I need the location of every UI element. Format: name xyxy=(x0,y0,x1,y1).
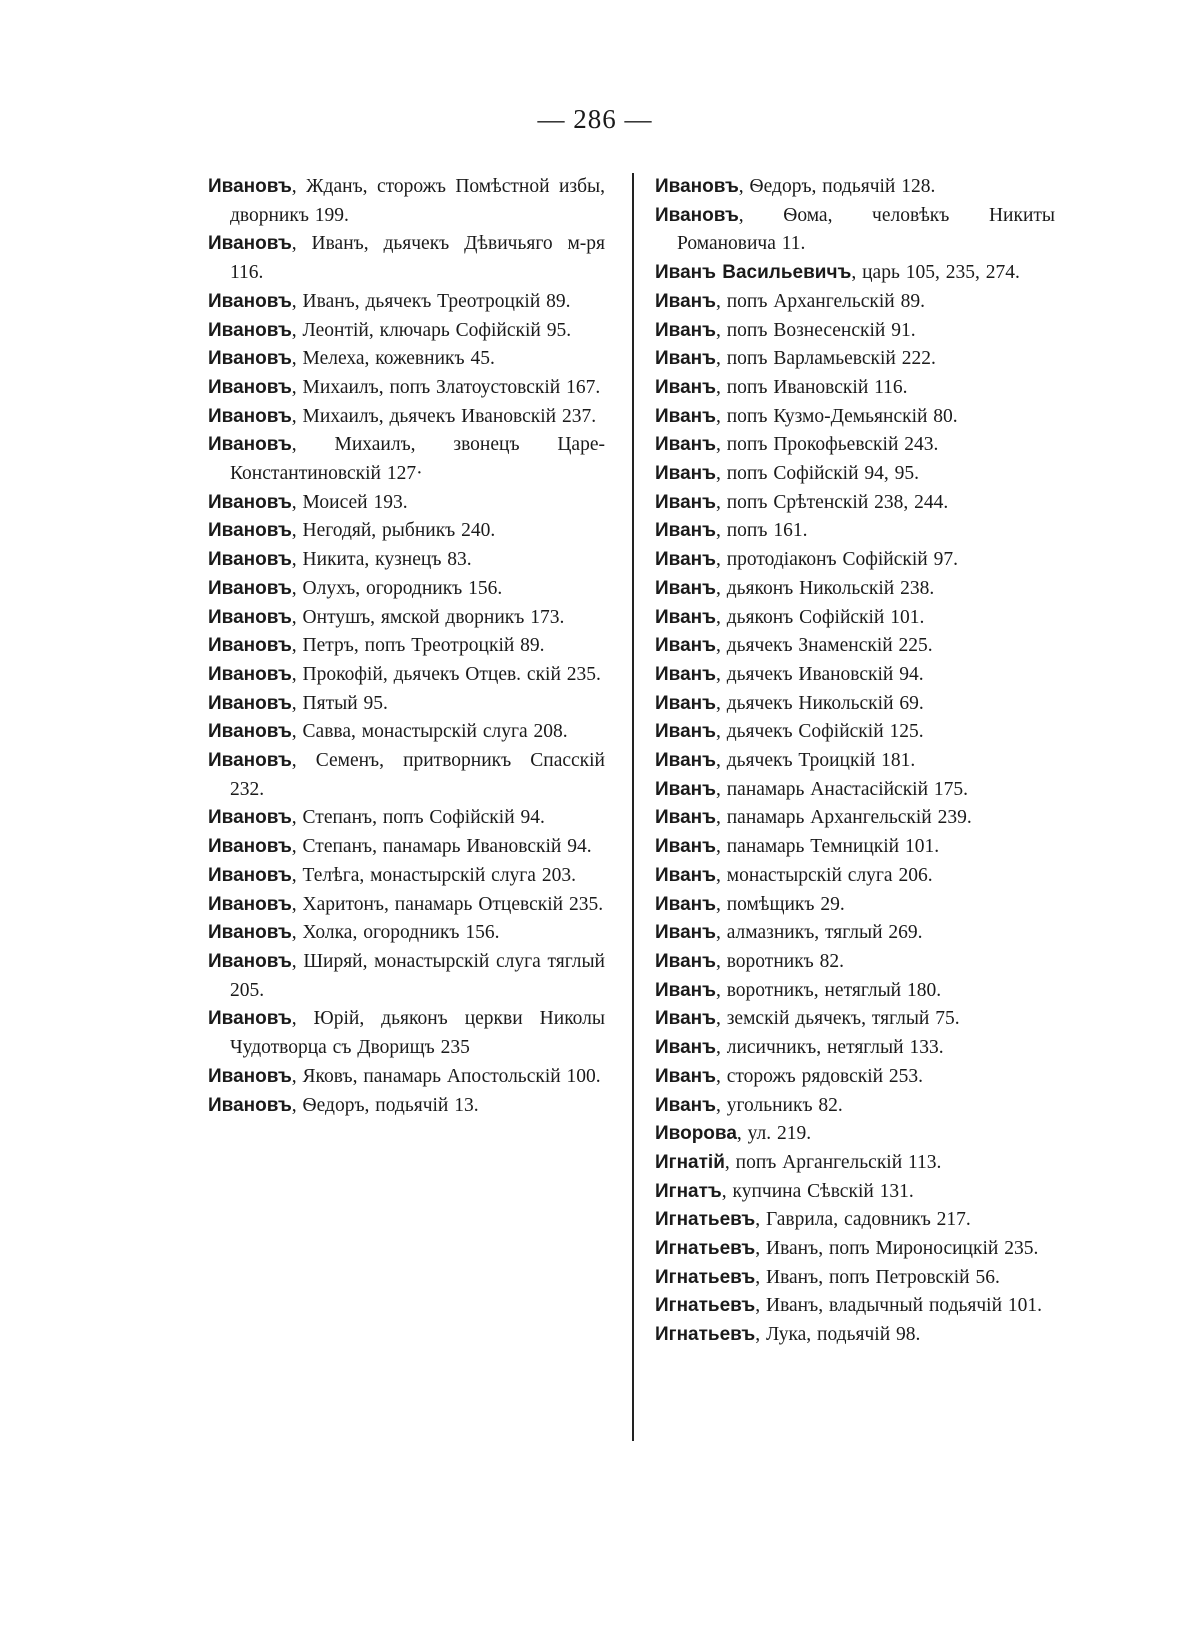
entry-text: , Онтушъ, ямской дворникъ 173. xyxy=(291,606,565,628)
entry-headword: Ивановъ xyxy=(208,922,292,944)
entry-headword: Иванъ xyxy=(655,1065,716,1087)
index-entry xyxy=(208,1092,605,1121)
entry-text: , Моисей 193. xyxy=(291,491,408,513)
index-entry xyxy=(655,517,1055,546)
entry-headword: Иванъ Васильевичъ xyxy=(655,262,852,284)
entry-text: , попъ Ивановскій 116. xyxy=(715,376,908,398)
index-entry xyxy=(208,718,605,747)
entry-headword: Игнатьевъ xyxy=(655,1209,756,1231)
index-entry xyxy=(655,690,1055,719)
index-entry xyxy=(208,546,605,575)
entry-text: , дьяконъ Никольскій 238. xyxy=(715,577,935,599)
entry-text: , дьяконъ Софійскій 101. xyxy=(715,606,925,628)
index-entry xyxy=(655,718,1055,747)
entry-text: , ул. 219. xyxy=(736,1123,812,1145)
entry-text: , Ширяй, монастырскій слуга тяглый 205. xyxy=(230,950,605,1001)
index-entry xyxy=(208,1063,605,1092)
index-entry xyxy=(655,1321,1055,1350)
index-entry xyxy=(208,489,605,518)
entry-text: , воротникъ 82. xyxy=(715,950,845,972)
entry-text: , Пятый 95. xyxy=(291,692,388,714)
entry-headword: Иванъ xyxy=(655,376,716,398)
entry-headword: Ивановъ xyxy=(208,549,292,571)
entry-headword: Ивановъ xyxy=(208,491,292,513)
entry-headword: Ивановъ xyxy=(208,606,292,628)
column-divider xyxy=(632,173,634,1441)
entry-headword: Ивановъ xyxy=(208,520,292,542)
index-entry xyxy=(655,833,1055,862)
index-entry xyxy=(655,546,1055,575)
entry-headword: Иванъ xyxy=(655,463,716,485)
index-entry xyxy=(208,690,605,719)
entry-headword: Ивановъ xyxy=(208,1094,292,1116)
index-entry xyxy=(655,489,1055,518)
entry-headword: Ивановъ xyxy=(208,319,292,341)
entry-text: , Юрій, дьяконъ церкви Николы Чудотворца съ Дворищъ 235 xyxy=(230,1008,605,1059)
entry-headword: Иванъ xyxy=(655,1094,716,1116)
entry-headword: Иванъ xyxy=(655,549,716,571)
index-entry xyxy=(655,1178,1055,1207)
index-entry xyxy=(208,632,605,661)
entry-headword: Ивановъ xyxy=(208,1065,292,1087)
entry-headword: Иванъ xyxy=(655,836,716,858)
entry-text: , попъ Архангельскій 89. xyxy=(715,290,925,312)
entry-headword: Ивановъ xyxy=(208,405,292,427)
index-entry xyxy=(208,288,605,317)
index-entry xyxy=(208,604,605,633)
entry-headword: Иванъ xyxy=(655,319,716,341)
entry-headword: Ивановъ xyxy=(208,750,292,772)
page-number: — 286 — xyxy=(537,104,653,134)
index-entry xyxy=(655,1034,1055,1063)
entry-text: , попъ Кузмо-Демьянскій 80. xyxy=(715,405,958,427)
entry-text: , Савва, монастырскій слуга 208. xyxy=(291,721,568,743)
entry-text: , Холка, огородникъ 156. xyxy=(291,922,500,944)
index-entry xyxy=(655,661,1055,690)
entry-text: , Степанъ, панамарь Ивановскій 94. xyxy=(291,836,592,858)
entry-headword: Игнатьевъ xyxy=(655,1238,756,1260)
index-entry xyxy=(655,259,1055,288)
index-entry xyxy=(208,431,605,488)
entry-text: , Михаилъ, дьячекъ Ивановскій 237. xyxy=(291,405,597,427)
entry-headword: Иванъ xyxy=(655,692,716,714)
index-entry xyxy=(655,1063,1055,1092)
entry-text: , Леонтій, ключарь Софійскій 95. xyxy=(291,319,572,341)
entry-text: , Мелеха, кожевникъ 45. xyxy=(291,348,495,370)
right-column xyxy=(655,173,1055,1350)
entry-text: , Ѳедоръ, подьячій 128. xyxy=(738,176,936,197)
entry-headword: Иванъ xyxy=(655,1037,716,1059)
entry-text: , Иванъ, дьячекъ Треотроцкій 89. xyxy=(291,290,571,312)
entry-headword: Игнатьевъ xyxy=(655,1295,756,1317)
entry-headword: Иванъ xyxy=(655,893,716,915)
entry-text: , сторожъ рядовскій 253. xyxy=(715,1065,924,1087)
index-entry xyxy=(655,1292,1055,1321)
entry-text: , Телѣга, монастырскій слуга 203. xyxy=(291,864,576,886)
index-entry xyxy=(655,977,1055,1006)
entry-headword: Иванъ xyxy=(655,750,716,772)
entry-text: , царь 105, 235, 274. xyxy=(851,262,1020,284)
index-entry xyxy=(655,317,1055,346)
entry-headword: Иванъ xyxy=(655,606,716,628)
entry-text: , Никита, кузнецъ 83. xyxy=(291,549,472,571)
entry-headword: Ивановъ xyxy=(208,290,292,312)
entry-text: , дьячекъ Ивановскій 94. xyxy=(715,663,924,685)
entry-headword: Иванъ xyxy=(655,434,716,456)
index-entry xyxy=(655,1206,1055,1235)
entry-headword: Ивановъ xyxy=(208,836,292,858)
entry-headword: Иванъ xyxy=(655,663,716,685)
entry-headword: Игнатій xyxy=(655,1151,725,1173)
entry-text: , попъ Аргангельскій 113. xyxy=(724,1151,942,1173)
entry-text: , земскій дьячекъ, тяглый 75. xyxy=(715,1008,960,1030)
entry-text: , панамарь Темницкій 101. xyxy=(715,836,940,858)
index-entry xyxy=(655,776,1055,805)
left-column xyxy=(208,173,605,1120)
entry-headword: Иванъ xyxy=(655,922,716,944)
entry-headword: Ивановъ xyxy=(208,635,292,657)
index-entry xyxy=(208,833,605,862)
entry-headword: Ивановъ xyxy=(208,577,292,599)
entry-headword: Ивановъ xyxy=(208,376,292,398)
entry-text: , Михаилъ, попъ Златоустовскій 167. xyxy=(291,376,601,398)
entry-headword: Иванъ xyxy=(655,491,716,513)
entry-text: , попъ Срѣтенскій 238, 244. xyxy=(715,491,949,513)
entry-headword: Ивановъ xyxy=(208,721,292,743)
entry-headword: Ивановъ xyxy=(208,663,292,685)
index-entry xyxy=(208,747,605,804)
index-entry xyxy=(655,747,1055,776)
index-entry xyxy=(655,862,1055,891)
entry-text: , попъ Прокофьевскій 243. xyxy=(715,434,939,456)
entry-text: , попъ Вознесенскій 91. xyxy=(715,319,916,341)
entry-headword: Иванъ xyxy=(655,721,716,743)
entry-headword: Иванъ xyxy=(655,950,716,972)
index-entry xyxy=(208,173,605,230)
index-entry xyxy=(208,230,605,287)
entry-text: , Семенъ, притворникъ Спасскій 232. xyxy=(230,750,605,800)
index-entry xyxy=(655,604,1055,633)
index-entry xyxy=(655,1235,1055,1264)
index-entry xyxy=(655,1120,1055,1149)
index-entry xyxy=(655,919,1055,948)
entry-headword: Иванъ xyxy=(655,635,716,657)
index-entry xyxy=(208,517,605,546)
entry-text: , Лука, подьячій 98. xyxy=(755,1324,921,1346)
index-entry xyxy=(655,345,1055,374)
index-entry xyxy=(655,1149,1055,1178)
entry-text: , Олухъ, огородникъ 156. xyxy=(291,577,503,599)
entry-headword: Иворова xyxy=(655,1123,737,1145)
index-entry xyxy=(655,1092,1055,1121)
entry-headword: Иванъ xyxy=(655,577,716,599)
entry-text: , попъ 161. xyxy=(715,520,808,542)
entry-text: , протодіаконъ Софійскій 97. xyxy=(715,549,958,571)
entry-headword: Ивановъ xyxy=(208,807,292,829)
entry-headword: Ивановъ xyxy=(208,864,292,886)
entry-text: , Негодяй, рыбникъ 240. xyxy=(291,520,496,542)
entry-text: , Жданъ, сторожъ Помѣстной избы, дворникъ 199. xyxy=(230,176,605,226)
index-entry xyxy=(655,1005,1055,1034)
entry-headword: Иванъ xyxy=(655,348,716,370)
entry-headword: Ивановъ xyxy=(208,1008,292,1030)
index-entry xyxy=(655,173,1055,202)
entry-headword: Ивановъ xyxy=(208,692,292,714)
entry-text: , Прокофій, дьячекъ Отцев. скій 235. xyxy=(291,663,601,685)
entry-text: , панамарь Анастасійскій 175. xyxy=(715,778,969,800)
entry-text: , дьячекъ Софійскій 125. xyxy=(715,721,924,743)
entry-text: , попъ Софійскій 94, 95. xyxy=(715,463,920,485)
entry-text: , Ѳедоръ, подьячій 13. xyxy=(291,1094,479,1116)
entry-text: , Иванъ, попъ Мироносицкій 235. xyxy=(755,1238,1039,1260)
entry-text: , Иванъ, владычный подьячій 101. xyxy=(755,1295,1043,1317)
entry-headword: Игнатъ xyxy=(655,1180,722,1202)
index-entry xyxy=(208,948,605,1005)
entry-text: , монастырскій слуга 206. xyxy=(715,864,933,886)
entry-text: , Степанъ, попъ Софійскій 94. xyxy=(291,807,545,829)
entry-text: , купчина Сѣвскій 131. xyxy=(721,1180,914,1202)
entry-headword: Иванъ xyxy=(655,290,716,312)
index-entry xyxy=(208,862,605,891)
index-entry xyxy=(208,1005,605,1062)
entry-text: , алмазникъ, тяглый 269. xyxy=(715,922,923,944)
entry-text: , угольникъ 82. xyxy=(715,1094,843,1116)
index-entry xyxy=(655,288,1055,317)
entry-text: , лисичникъ, нетяглый 133. xyxy=(715,1037,944,1059)
index-entry xyxy=(655,891,1055,920)
index-entry xyxy=(655,403,1055,432)
index-entry xyxy=(208,919,605,948)
entry-text: , попъ Варламьевскій 222. xyxy=(715,348,936,370)
entry-headword: Иванъ xyxy=(655,1008,716,1030)
index-entry xyxy=(655,575,1055,604)
index-entry xyxy=(208,374,605,403)
entry-headword: Иванъ xyxy=(655,979,716,1001)
entry-text: , Иванъ, попъ Петровскій 56. xyxy=(755,1266,1000,1288)
entry-text: , Гаврила, садовникъ 217. xyxy=(755,1209,971,1231)
index-entry xyxy=(208,804,605,833)
index-entry xyxy=(208,661,605,690)
index-entry xyxy=(655,1264,1055,1293)
entry-text: , панамарь Архангельскій 239. xyxy=(715,807,972,829)
index-entry xyxy=(655,804,1055,833)
entry-headword: Иванъ xyxy=(655,778,716,800)
entry-headword: Игнатьевъ xyxy=(655,1266,756,1288)
index-entry xyxy=(208,317,605,346)
entry-text: , дьячекъ Троицкій 181. xyxy=(715,750,916,772)
entry-headword: Иванъ xyxy=(655,807,716,829)
entry-headword: Ивановъ xyxy=(208,893,292,915)
entry-text: , дьячекъ Никольскій 69. xyxy=(715,692,924,714)
index-entry xyxy=(655,431,1055,460)
entry-headword: Ивановъ xyxy=(208,950,292,972)
entry-headword: Ивановъ xyxy=(208,434,292,456)
entry-headword: Ивановъ xyxy=(655,204,739,226)
entry-text: , дьячекъ Знаменскій 225. xyxy=(715,635,933,657)
entry-text: , Петръ, попъ Треотроцкій 89. xyxy=(291,635,545,657)
index-entry xyxy=(655,374,1055,403)
entry-text: , воротникъ, нетяглый 180. xyxy=(715,979,942,1001)
entry-text: , Харитонъ, панамарь Отцевскій 235. xyxy=(291,893,604,915)
entry-headword: Игнатьевъ xyxy=(655,1324,756,1346)
index-entry xyxy=(655,202,1055,259)
index-entry xyxy=(208,575,605,604)
entry-headword: Ивановъ xyxy=(208,176,292,197)
index-entry xyxy=(655,632,1055,661)
index-entry xyxy=(208,345,605,374)
entry-headword: Ивановъ xyxy=(655,176,739,197)
entry-headword: Иванъ xyxy=(655,864,716,886)
index-entry xyxy=(655,948,1055,977)
entry-text: , Ѳома, человѣкъ Никиты Романовича 11. xyxy=(677,204,1055,255)
entry-headword: Ивановъ xyxy=(208,348,292,370)
entry-text: , Иванъ, дьячекъ Дѣвичьяго м-ря 116. xyxy=(230,233,605,284)
entry-headword: Иванъ xyxy=(655,520,716,542)
index-entry xyxy=(208,403,605,432)
entry-headword: Иванъ xyxy=(655,405,716,427)
entry-text: , Яковъ, панамарь Апостольскій 100. xyxy=(291,1065,601,1087)
entry-text: , помѣщикъ 29. xyxy=(715,893,845,915)
entry-text: , Михаилъ, звонецъ Царе-Константиновскій 127· xyxy=(230,434,605,485)
entry-headword: Ивановъ xyxy=(208,233,292,255)
index-entry xyxy=(655,460,1055,489)
index-entry xyxy=(208,891,605,920)
